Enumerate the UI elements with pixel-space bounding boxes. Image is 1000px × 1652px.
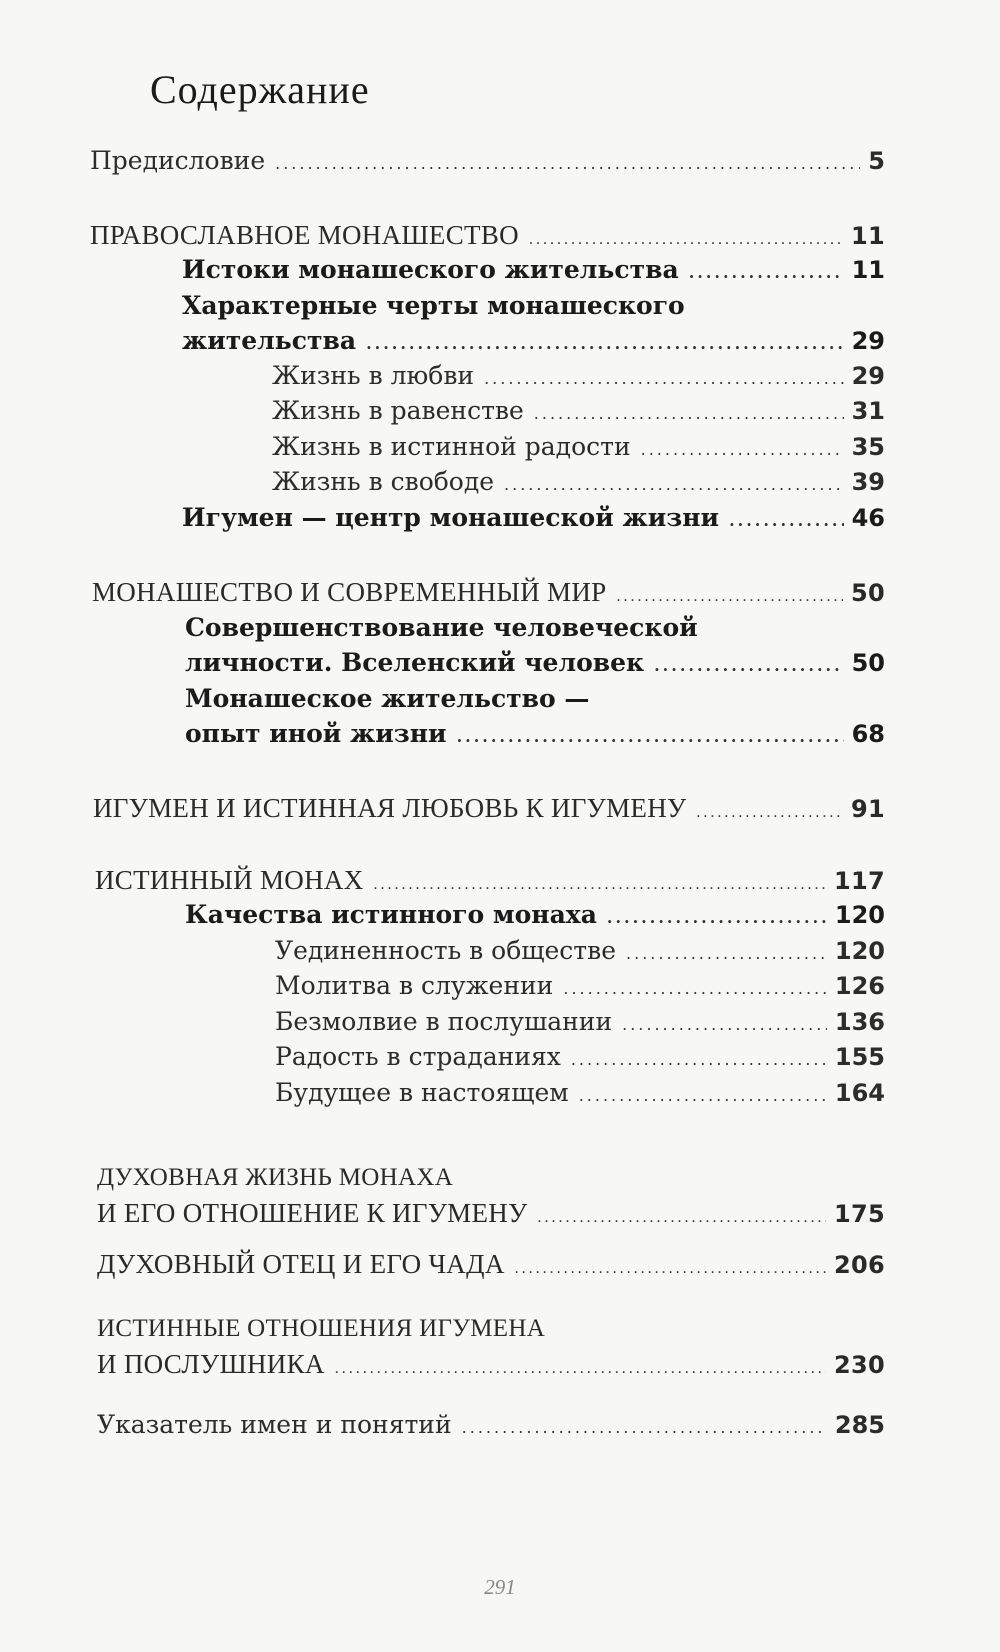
toc-page-number: 35 bbox=[851, 433, 885, 461]
toc-page-number: 50 bbox=[851, 579, 885, 607]
toc-entry-label: Жизнь в равенстве bbox=[272, 396, 524, 425]
toc-entry-subsection bbox=[182, 252, 885, 291]
dot-leader bbox=[571, 1042, 827, 1078]
toc-entry-section bbox=[92, 574, 885, 615]
toc-entry-item bbox=[275, 933, 885, 972]
toc-entry-label: ИГУМЕН И ИСТИННАЯ ЛЮБОВЬ К ИГУМЕНУ bbox=[93, 793, 687, 823]
dot-leader bbox=[366, 326, 844, 362]
toc-entry-label-line1: Характерные черты монашеского bbox=[182, 291, 685, 320]
dot-leader bbox=[515, 1251, 826, 1287]
toc-entry-label: Безмолвие в послушании bbox=[275, 1007, 613, 1036]
toc-entry bbox=[90, 143, 885, 182]
toc-entry-label: МОНАШЕСТВО И СОВРЕМЕННЫЙ МИР bbox=[92, 577, 607, 607]
toc-entry-subsection bbox=[185, 897, 885, 936]
toc-entry-label: жительства bbox=[182, 326, 357, 355]
toc-entry-label-line1: ИСТИННЫЕ ОТНОШЕНИЯ ИГУМЕНА bbox=[97, 1315, 546, 1342]
toc-entry-label: Уединенность в обществе bbox=[275, 936, 617, 965]
toc-entry-label-line1: ДУХОВНАЯ ЖИЗНЬ МОНАХА bbox=[97, 1164, 454, 1191]
toc-entry-section bbox=[97, 1246, 885, 1287]
toc-page-number: 5 bbox=[868, 147, 885, 175]
dot-leader bbox=[626, 936, 827, 972]
toc-entry-section bbox=[93, 790, 885, 831]
toc-entry bbox=[97, 1407, 885, 1446]
toc-page-number: 46 bbox=[851, 504, 885, 532]
toc-entry-subsection bbox=[182, 323, 885, 362]
toc-page-number: 31 bbox=[851, 397, 885, 425]
toc-entry-section bbox=[97, 1195, 885, 1236]
toc-page-number: 175 bbox=[834, 1200, 885, 1228]
toc-entry-label: личности. Вселенский человек bbox=[185, 648, 645, 677]
toc-entry-label: Игумен — центр монашеской жизни bbox=[182, 503, 720, 532]
toc-entry-label: И ЕГО ОТНОШЕНИЕ К ИГУМЕНУ bbox=[97, 1198, 528, 1228]
dot-leader bbox=[622, 1007, 827, 1043]
toc-entry-label-line1: Совершенствование человеческой bbox=[185, 613, 698, 642]
toc-page-number: 206 bbox=[834, 1251, 885, 1279]
toc-entry-label: Жизнь в любви bbox=[272, 361, 475, 390]
dot-leader bbox=[335, 1351, 826, 1387]
toc-page-number: 50 bbox=[851, 649, 885, 677]
dot-leader bbox=[654, 648, 843, 684]
toc-page-number: 68 bbox=[851, 720, 885, 748]
dot-leader bbox=[484, 361, 844, 397]
toc-page-number: 164 bbox=[834, 1079, 885, 1107]
toc-entry-subsection bbox=[185, 716, 885, 755]
toc-page-number: 120 bbox=[834, 901, 885, 929]
toc-page-number: 285 bbox=[834, 1411, 885, 1439]
toc-entry-subsection bbox=[185, 645, 885, 684]
toc-page-number: 11 bbox=[851, 222, 885, 250]
toc-entry-label: опыт иной жизни bbox=[185, 719, 447, 748]
toc-page-number: 155 bbox=[834, 1043, 885, 1071]
dot-leader bbox=[457, 719, 844, 755]
dot-leader bbox=[729, 503, 844, 539]
page-folio-number: 291 bbox=[484, 1575, 516, 1599]
toc-page-number: 136 bbox=[834, 1008, 885, 1036]
dot-leader bbox=[607, 900, 827, 936]
dot-leader bbox=[689, 255, 844, 291]
dot-leader bbox=[563, 971, 827, 1007]
toc-entry-label: Жизнь в истинной радости bbox=[272, 432, 631, 461]
dot-leader bbox=[504, 467, 844, 503]
toc-page-number: 120 bbox=[834, 937, 885, 965]
toc-page-number: 117 bbox=[834, 867, 885, 895]
toc-entry-label: Качества истинного монаха bbox=[185, 900, 597, 929]
toc-entry-label: И ПОСЛУШНИКА bbox=[97, 1349, 325, 1379]
toc-entry-item bbox=[275, 1075, 885, 1114]
toc-page-number: 11 bbox=[851, 256, 885, 284]
toc-entry-label: Указатель имен и понятий bbox=[97, 1410, 452, 1439]
toc-page-number: 91 bbox=[851, 795, 885, 823]
toc-entry-item bbox=[275, 968, 885, 1007]
dot-leader bbox=[579, 1078, 827, 1114]
toc-entry-item bbox=[272, 393, 885, 432]
toc-entry-item bbox=[275, 1004, 885, 1043]
toc-page-number: 29 bbox=[851, 327, 885, 355]
dot-leader bbox=[534, 396, 844, 432]
toc-entry-label: Истоки монашеского жительства bbox=[182, 255, 679, 284]
toc-entry-label: Предисловие bbox=[90, 146, 266, 175]
toc-entry-item bbox=[275, 1039, 885, 1078]
toc-entry-item bbox=[272, 429, 885, 468]
toc-entry-subsection bbox=[182, 500, 885, 539]
toc-entry-label: Жизнь в свободе bbox=[272, 467, 495, 496]
toc-page-number: 230 bbox=[834, 1351, 885, 1379]
toc-entry-label: ПРАВОСЛАВНОЕ МОНАШЕСТВО bbox=[90, 220, 519, 250]
toc-entry-label: ДУХОВНЫЙ ОТЕЦ И ЕГО ЧАДА bbox=[97, 1249, 505, 1279]
dot-leader bbox=[462, 1410, 827, 1446]
page-title: Содержание bbox=[150, 67, 370, 112]
toc-entry-item bbox=[272, 464, 885, 503]
toc-page-number: 29 bbox=[851, 362, 885, 390]
dot-leader bbox=[537, 1200, 826, 1236]
toc-entry-label-line1: Монашеское жительство — bbox=[185, 684, 590, 713]
toc-entry-item bbox=[272, 358, 885, 397]
toc-entry-label: Будущее в настоящем bbox=[275, 1078, 569, 1107]
dot-leader bbox=[696, 795, 843, 831]
dot-leader bbox=[275, 146, 860, 182]
toc-entry-label: Радость в страданиях bbox=[275, 1042, 561, 1071]
toc-page-number: 126 bbox=[834, 972, 885, 1000]
toc-entry-label: Молитва в служении bbox=[275, 971, 554, 1000]
dot-leader bbox=[641, 432, 844, 468]
toc-entry-section bbox=[97, 1346, 885, 1387]
toc-page-number: 39 bbox=[851, 468, 885, 496]
toc-entry-label: ИСТИННЫЙ МОНАХ bbox=[95, 865, 364, 895]
